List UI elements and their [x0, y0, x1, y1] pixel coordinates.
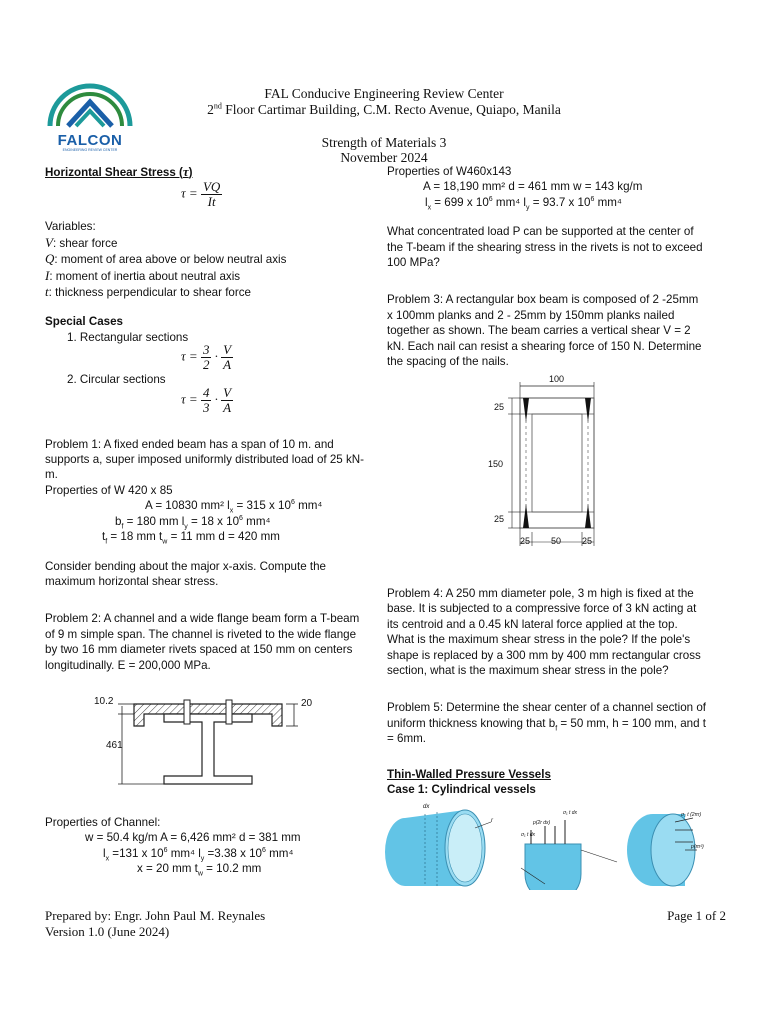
fig2-label-left: 461 — [106, 740, 123, 751]
channel-props — [45, 815, 365, 877]
fig3-b1: 25 — [520, 536, 531, 546]
rivet — [226, 700, 232, 724]
fig2-label-right: 20 — [301, 698, 313, 709]
cylinder-vessel — [385, 810, 491, 886]
problem-2-text: Problem 2: A channel and a wide flange beam form a T-beam of 9 m simple span. The channel is riveted to the wide flange by two 16 mm diameter rivets spaced at 150 mm on centers longitudinally. E = 200,000 MPa. — [45, 612, 360, 672]
p1-prop-row: $b_f = 180$ mm $l_y = 18$ x $10^6$ mm⁴ — [115, 514, 271, 530]
channel-prop-row: x = 20 mm $t_w = 10.2$ mm — [137, 862, 262, 878]
doc-date: November 2024 — [340, 150, 428, 165]
subject-title: Strength of Materials 3 — [321, 135, 447, 150]
variable-row: Q: moment of area above or below neutral axis — [45, 251, 287, 267]
thin-walled-title: Thin-Walled Pressure Vessels — [387, 767, 551, 781]
p1-prop-row: A = 10830 mm² $l_x = 315$ x $10^6$ mm⁴ — [145, 499, 323, 515]
problem-3-text: Problem 3: A rectangular box beam is composed of 2 -25mm x 100mm planks and 2 - 25mm by 150mm planks nailed together as shown. The beam carries a vertical shear V = 2 kN. Each nail can resist a shearing force of 150 N. Determine the spacing of the nails. — [387, 293, 702, 369]
w460-title: Properties of W460x143 — [387, 165, 512, 178]
channel-prop-row: w = 50.4 kg/m A = 6,426 mm² d = 381 mm — [85, 831, 301, 845]
cyl-label-pr: p(πr²) — [691, 844, 704, 850]
footer-version: Version 1.0 (June 2024) — [45, 924, 170, 939]
shear-formula: τ = $\frac{VQ}{It}$ — [181, 179, 221, 210]
variable-row: t: thickness perpendicular to shear force — [45, 284, 251, 300]
fig3-l1: 25 — [494, 402, 505, 412]
box-beam-figure — [482, 374, 622, 550]
p1-props-title: Properties of W 420 x 85 — [45, 483, 173, 497]
org-address: 2nd Floor Cartimar Building, C.M. Recto Avenue, Quiapo, Manila — [207, 101, 561, 117]
w460-prop-row: $l_x = 699$ x $10^6$ mm⁴ $l_y = 93.7$ x $10^6$ mm⁴ — [425, 195, 622, 212]
p1-prop-row: $t_f = 18$ mm $t_w = 11$ mm d = 420 mm — [102, 530, 280, 546]
problem-1-text: Problem 1: A fixed ended beam has a span of 10 m. and supports a, super imposed uniformly distributed load of 25 kN-m. — [45, 437, 364, 482]
right-column-lower — [387, 586, 707, 797]
cyl-label-s1: σ₁ t dx — [563, 810, 578, 816]
problem-4-text: Problem 4: A 250 mm diameter pole, 3 m high is fixed at the base. It is subjected to a compressive force of 3 kN acting at its centroid and a 0.45 kN lateral force applied at the top. What is the maximum shear stress in the pole? If the pole's shape is replaced by a 300 mm by 400 mm rectangular cross section, what is the maximum shear stress in the pole? — [387, 587, 701, 678]
cyl-label-s1b: σ₁ t dx — [521, 832, 536, 838]
cylinder-section — [627, 814, 697, 886]
fig3-l2: 150 — [488, 459, 504, 469]
w460-prop-row: A = 18,190 mm² d = 461 mm w = 143 kg/m — [423, 180, 643, 194]
cylinder-figure — [385, 800, 715, 890]
right-column — [387, 164, 707, 369]
special-cases-title: Special Cases — [45, 315, 123, 329]
logo-subtext: ENGINEERING REVIEW CENTER — [62, 148, 118, 152]
hss-title: Horizontal Shear Stress (τ) — [45, 164, 193, 179]
half-cylinder-free-body — [521, 820, 617, 890]
channel-prop-row: $l_x =131$ x $10^6$ mm⁴ $l_y =3.38$ x $10^6$ mm⁴ — [103, 846, 294, 863]
fig2-label-top: 10.2 — [94, 696, 114, 707]
cyl-label-dx: dx — [423, 804, 430, 810]
cyl-label-s2: σ₂ t (2πr) — [681, 812, 702, 818]
fig3-b3: 25 — [582, 536, 593, 546]
fig3-b2: 50 — [551, 536, 562, 546]
fig3-l3: 25 — [494, 514, 505, 524]
cyl-label-p: p(2r dx) — [533, 820, 551, 826]
case1-formula: τ = $\frac{3}{2}$ · $\frac{V}{A}$ — [181, 342, 232, 373]
footer-prepared: Prepared by: Engr. John Paul M. Reynales — [45, 908, 266, 923]
case2-label: 2. Circular sections — [67, 373, 166, 387]
rivet — [184, 700, 190, 724]
fig3-top: 100 — [549, 374, 565, 384]
t-beam-figure — [92, 692, 322, 790]
left-column — [45, 164, 365, 673]
channel-props-title: Properties of Channel: — [45, 816, 161, 829]
problem-2-question: What concentrated load P can be supported at the center of the T-beam if the shearing stress in the rivets is not to exceed 100 MPa? — [387, 225, 703, 270]
org-name: FAL Conducive Engineering Review Center — [264, 86, 504, 101]
problem-5-text: Problem 5: Determine the shear center of a channel section of uniform thickness knowing that $b_f = 50$ mm, h = 100 mm, and t = 6mm. — [387, 701, 707, 746]
case1-label: 1. Rectangular sections — [67, 330, 189, 344]
footer-page: Page 1 of 2 — [667, 908, 726, 923]
case2-formula: τ = $\frac{4}{3}$ · $\frac{V}{A}$ — [181, 384, 232, 415]
logo-text: FALCON — [57, 132, 123, 149]
variables-title: Variables: — [45, 220, 96, 234]
variable-row: V: shear force — [45, 234, 118, 250]
variable-row: I: moment of inertia about neutral axis — [45, 267, 241, 283]
cyl-label-r: r — [491, 818, 493, 824]
problem-1-question: Consider bending about the major x-axis. Compute the maximum horizontal shear stress. — [45, 559, 326, 588]
case1-cyl-title: Case 1: Cylindrical vessels — [387, 783, 536, 797]
wide-flange-section — [164, 714, 252, 784]
